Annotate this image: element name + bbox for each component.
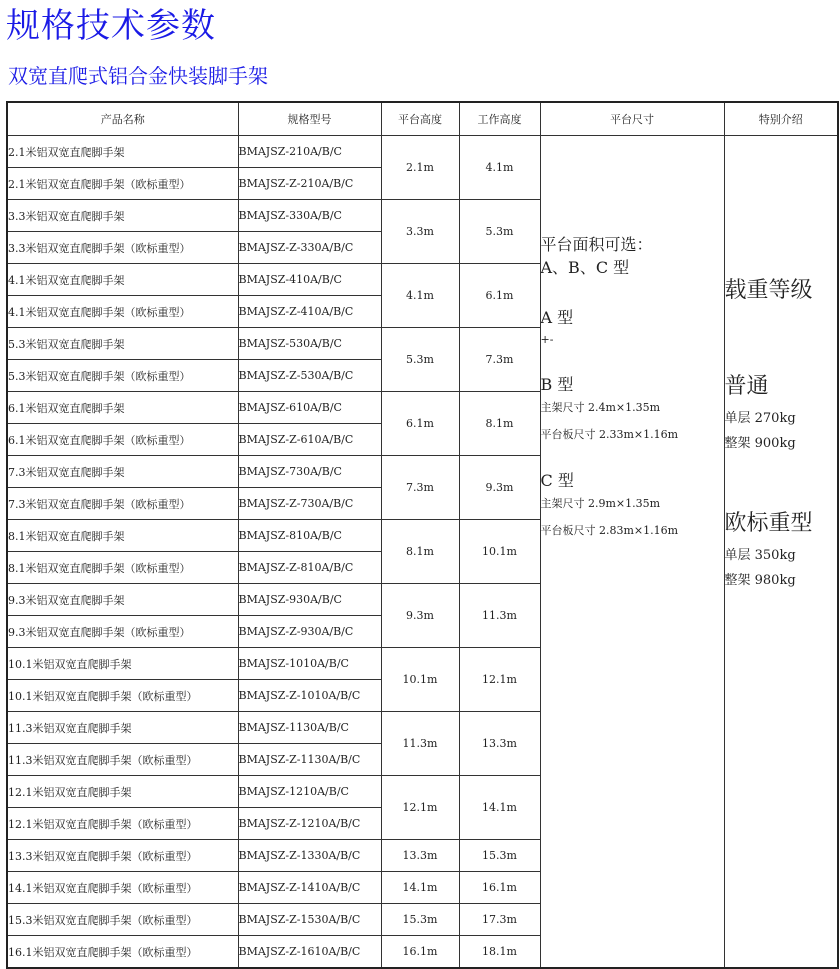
model-cell: BMAJSZ-610A/B/C <box>238 392 381 424</box>
table-header-row <box>7 102 838 136</box>
work-height-cell: 8.1m <box>459 392 540 456</box>
type-b-title: B 型 <box>540 375 574 394</box>
product-name-cell: 5.3米铝双宽直爬脚手架 <box>7 328 238 360</box>
work-height-cell: 15.3m <box>459 840 540 872</box>
page-subtitle: 双宽直爬式铝合金快装脚手架 <box>8 64 268 88</box>
features-cell <box>724 136 838 969</box>
product-name-cell: 2.1米铝双宽直爬脚手架（欧标重型） <box>7 168 238 200</box>
model-cell: BMAJSZ-Z-410A/B/C <box>238 296 381 328</box>
model-cell: BMAJSZ-1130A/B/C <box>238 712 381 744</box>
product-name-cell: 11.3米铝双宽直爬脚手架 <box>7 712 238 744</box>
model-cell: BMAJSZ-930A/B/C <box>238 584 381 616</box>
model-cell: BMAJSZ-Z-930A/B/C <box>238 616 381 648</box>
product-name-cell: 7.3米铝双宽直爬脚手架（欧标重型） <box>7 488 238 520</box>
product-name-cell: 15.3米铝双宽直爬脚手架（欧标重型） <box>7 904 238 936</box>
work-height-cell: 14.1m <box>459 776 540 840</box>
work-height-cell: 6.1m <box>459 264 540 328</box>
model-cell: BMAJSZ-Z-1010A/B/C <box>238 680 381 712</box>
model-cell: BMAJSZ-Z-610A/B/C <box>238 424 381 456</box>
product-name-cell: 6.1米铝双宽直爬脚手架 <box>7 392 238 424</box>
load-rating-heading: 载重等级 <box>724 278 813 303</box>
work-height-cell: 13.3m <box>459 712 540 776</box>
product-name-cell: 11.3米铝双宽直爬脚手架（欧标重型） <box>7 744 238 776</box>
model-cell: BMAJSZ-1210A/B/C <box>238 776 381 808</box>
model-cell: BMAJSZ-Z-1410A/B/C <box>238 872 381 904</box>
model-cell: BMAJSZ-Z-330A/B/C <box>238 232 381 264</box>
work-height-cell: 4.1m <box>459 136 540 200</box>
euro-title: 欧标重型 <box>724 511 813 536</box>
work-height-cell: 17.3m <box>459 904 540 936</box>
platform-height-cell: 6.1m <box>381 392 459 456</box>
platform-height-cell: 4.1m <box>381 264 459 328</box>
work-height-cell: 16.1m <box>459 872 540 904</box>
product-name-cell: 16.1米铝双宽直爬脚手架（欧标重型） <box>7 936 238 969</box>
product-name-cell: 10.1米铝双宽直爬脚手架 <box>7 648 238 680</box>
work-height-cell: 11.3m <box>459 584 540 648</box>
model-cell: BMAJSZ-530A/B/C <box>238 328 381 360</box>
product-name-cell: 3.3米铝双宽直爬脚手架 <box>7 200 238 232</box>
model-cell: BMAJSZ-Z-1210A/B/C <box>238 808 381 840</box>
header-features: 特别介绍 <box>724 102 838 136</box>
normal-whole-load: 整架 900kg <box>724 436 796 451</box>
header-platform-height: 平台高度 <box>381 102 459 136</box>
platform-height-cell: 12.1m <box>381 776 459 840</box>
work-height-cell: 12.1m <box>459 648 540 712</box>
work-height-cell: 7.3m <box>459 328 540 392</box>
work-height-cell: 9.3m <box>459 456 540 520</box>
platform-height-cell: 9.3m <box>381 584 459 648</box>
type-a-title: A 型 <box>540 308 574 327</box>
product-name-cell: 10.1米铝双宽直爬脚手架（欧标重型） <box>7 680 238 712</box>
product-name-cell: 12.1米铝双宽直爬脚手架 <box>7 776 238 808</box>
model-cell: BMAJSZ-1010A/B/C <box>238 648 381 680</box>
platform-height-cell: 5.3m <box>381 328 459 392</box>
platform-types: A、B、C 型 <box>540 258 630 277</box>
work-height-cell: 18.1m <box>459 936 540 969</box>
header-work-height: 工作高度 <box>459 102 540 136</box>
platform-height-cell: 14.1m <box>381 872 459 904</box>
table-row <box>7 136 838 168</box>
platform-height-cell: 10.1m <box>381 648 459 712</box>
product-name-cell: 8.1米铝双宽直爬脚手架 <box>7 520 238 552</box>
model-cell: BMAJSZ-730A/B/C <box>238 456 381 488</box>
model-cell: BMAJSZ-Z-1130A/B/C <box>238 744 381 776</box>
model-cell: BMAJSZ-Z-810A/B/C <box>238 552 381 584</box>
model-cell: BMAJSZ-Z-1530A/B/C <box>238 904 381 936</box>
work-height-cell: 5.3m <box>459 200 540 264</box>
platform-height-cell: 15.3m <box>381 904 459 936</box>
product-name-cell: 9.3米铝双宽直爬脚手架 <box>7 584 238 616</box>
spec-table <box>6 101 839 969</box>
type-b-board-size: 平台板尺寸 2.33m×1.16m <box>540 428 679 441</box>
model-cell: BMAJSZ-330A/B/C <box>238 200 381 232</box>
model-cell: BMAJSZ-810A/B/C <box>238 520 381 552</box>
platform-height-cell: 3.3m <box>381 200 459 264</box>
product-name-cell: 14.1米铝双宽直爬脚手架（欧标重型） <box>7 872 238 904</box>
product-name-cell: 2.1米铝双宽直爬脚手架 <box>7 136 238 168</box>
model-cell: BMAJSZ-Z-530A/B/C <box>238 360 381 392</box>
header-product-name: 产品名称 <box>7 102 238 136</box>
spec-table-body <box>7 136 838 969</box>
type-c-main-size: 主架尺寸 2.9m×1.35m <box>540 497 661 510</box>
euro-whole-load: 整架 980kg <box>724 573 796 588</box>
model-cell: BMAJSZ-210A/B/C <box>238 136 381 168</box>
product-name-cell: 4.1米铝双宽直爬脚手架 <box>7 264 238 296</box>
page-title: 规格技术参数 <box>6 6 216 46</box>
type-c-board-size: 平台板尺寸 2.83m×1.16m <box>540 524 679 537</box>
normal-title: 普通 <box>724 374 769 399</box>
platform-size-cell <box>540 136 724 969</box>
type-c-title: C 型 <box>540 471 574 490</box>
model-cell: BMAJSZ-Z-730A/B/C <box>238 488 381 520</box>
platform-height-cell: 7.3m <box>381 456 459 520</box>
platform-intro: 平台面积可选： <box>540 235 653 254</box>
normal-single-load: 单层 270kg <box>724 411 796 426</box>
header-platform-size: 平台尺寸 <box>540 102 724 136</box>
product-name-cell: 12.1米铝双宽直爬脚手架（欧标重型） <box>7 808 238 840</box>
product-name-cell: 4.1米铝双宽直爬脚手架（欧标重型） <box>7 296 238 328</box>
product-name-cell: 5.3米铝双宽直爬脚手架（欧标重型） <box>7 360 238 392</box>
product-name-cell: 9.3米铝双宽直爬脚手架（欧标重型） <box>7 616 238 648</box>
platform-height-cell: 13.3m <box>381 840 459 872</box>
type-a-note: +- <box>540 333 554 346</box>
platform-height-cell: 2.1m <box>381 136 459 200</box>
product-name-cell: 13.3米铝双宽直爬脚手架（欧标重型） <box>7 840 238 872</box>
model-cell: BMAJSZ-Z-1610A/B/C <box>238 936 381 969</box>
model-cell: BMAJSZ-410A/B/C <box>238 264 381 296</box>
work-height-cell: 10.1m <box>459 520 540 584</box>
product-name-cell: 7.3米铝双宽直爬脚手架 <box>7 456 238 488</box>
product-name-cell: 3.3米铝双宽直爬脚手架（欧标重型） <box>7 232 238 264</box>
type-b-main-size: 主架尺寸 2.4m×1.35m <box>540 401 661 414</box>
platform-height-cell: 16.1m <box>381 936 459 969</box>
model-cell: BMAJSZ-Z-1330A/B/C <box>238 840 381 872</box>
euro-single-load: 单层 350kg <box>724 548 796 563</box>
header-model: 规格型号 <box>238 102 381 136</box>
platform-height-cell: 11.3m <box>381 712 459 776</box>
platform-height-cell: 8.1m <box>381 520 459 584</box>
product-name-cell: 8.1米铝双宽直爬脚手架（欧标重型） <box>7 552 238 584</box>
product-name-cell: 6.1米铝双宽直爬脚手架（欧标重型） <box>7 424 238 456</box>
model-cell: BMAJSZ-Z-210A/B/C <box>238 168 381 200</box>
